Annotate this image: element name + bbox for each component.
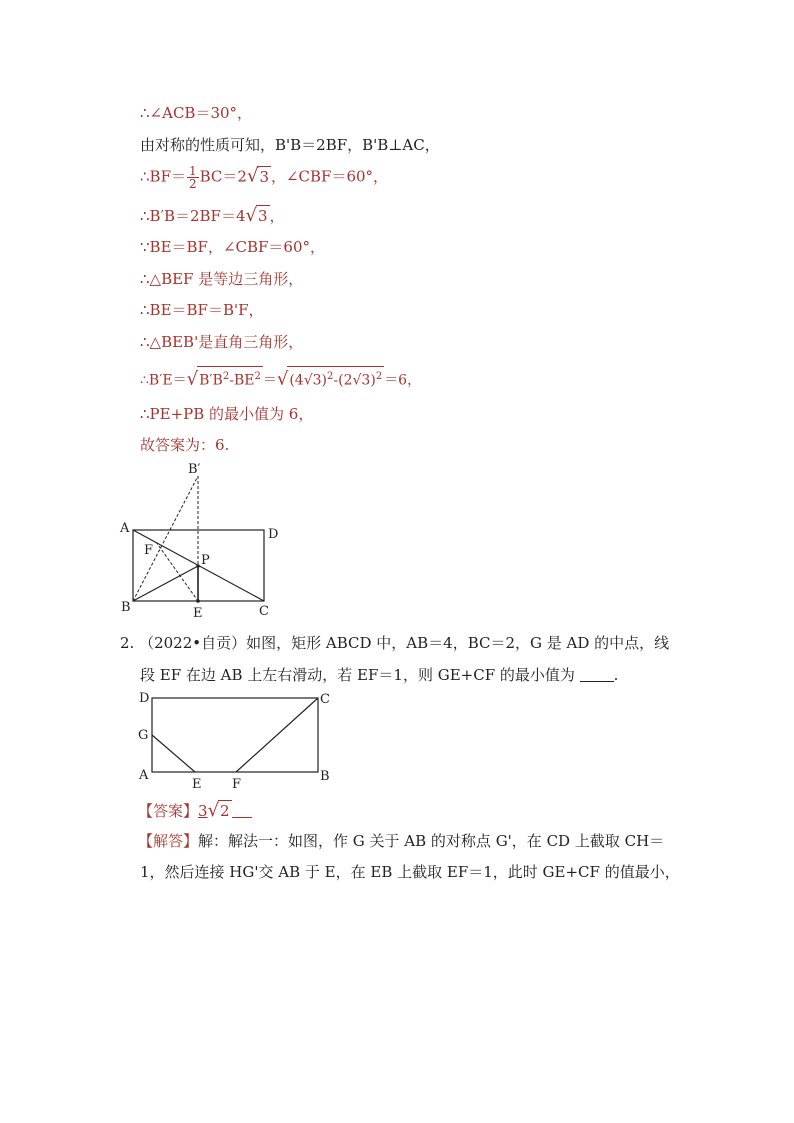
answer-line: 【答案】3√2 — [138, 800, 252, 821]
label-f: F — [144, 543, 154, 558]
analysis-line-2: 1，然后连接 HG'交 AB 于 E，在 EB 上截取 EF＝1，此时 GE+CF 的值最小， — [140, 863, 680, 881]
label-f2: F — [232, 777, 242, 792]
question-source: （2022•自贡） — [139, 634, 247, 652]
solution-line-6: ∴△BEF 是等边三角形， — [140, 270, 304, 288]
question-2-line-1: 2. （2022•自贡）如图，矩形 ABCD 中，AB＝4，BC＝2，G 是 AD 的中点，线 — [120, 634, 670, 652]
sqrt-sign-icon: √ — [207, 800, 220, 821]
solution-line-3: ∴BF＝ $\frac{1}{2}$ BC＝2√3 ，∠CBF＝60°， — [140, 164, 389, 191]
segment-bp — [133, 566, 198, 601]
label-b2: B — [320, 769, 330, 784]
answer-blank — [580, 667, 614, 682]
label-a: A — [120, 521, 130, 536]
point-e — [196, 599, 200, 603]
sqrt-sign-icon: √ — [246, 165, 259, 187]
label-b: B — [121, 600, 131, 615]
label-e: E — [193, 606, 203, 620]
label-a2: A — [139, 768, 149, 783]
answer-label: 【答案】 — [138, 802, 199, 820]
label-c: C — [259, 604, 269, 619]
solution-line-10: ∴PE+PB 的最小值为 6， — [140, 405, 314, 423]
line3-prefix: ∴BF＝ — [140, 167, 186, 186]
analysis-line-1: 【解答】解：解法一：如图，作 G 关于 AB 的对称点 G'，在 CD 上截取 CH＝ — [138, 832, 665, 850]
point-p — [196, 564, 200, 568]
figure-1 — [110, 460, 300, 620]
solution-line-8: ∴△BEB'是直角三角形， — [140, 333, 304, 351]
analysis-label: 【解答】 — [138, 832, 199, 850]
figure-2 — [130, 688, 340, 794]
sqrt-sign-icon: √ — [276, 368, 289, 390]
sqrt-sign-icon: √ — [245, 205, 257, 226]
solution-line-4: ∴B′B＝2BF＝4√3 ， — [140, 205, 285, 226]
solution-line-1: ∴∠ACB＝30°， — [140, 104, 253, 122]
label-c2: C — [320, 692, 330, 707]
segment-ge — [152, 735, 195, 772]
dashed-bbp — [133, 476, 198, 601]
label-g2: G — [138, 728, 149, 743]
solution-line-11: 故答案为：6. — [140, 436, 230, 454]
segment-fc — [236, 698, 318, 772]
label-bprime: B′ — [188, 462, 201, 477]
dashed-fe — [156, 542, 198, 601]
label-d: D — [268, 527, 279, 542]
question-2-line-2: 段 EF 在边 AB 上左右滑动，若 EF＝1，则 GE+CF 的最小值为 . — [140, 666, 619, 684]
label-e2: E — [192, 777, 202, 792]
label-d2: D — [139, 691, 150, 706]
question-number: 2. — [120, 634, 135, 652]
solution-line-2: 由对称的性质可知，B'B＝2BF，B'B⊥AC， — [140, 136, 440, 154]
answer-underline — [232, 803, 252, 818]
solution-line-5: ∵BE＝BF，∠CBF＝60°， — [140, 238, 326, 256]
sqrt-sign-icon: √ — [186, 368, 199, 390]
solution-line-7: ∴BE＝BF＝B'F， — [140, 301, 264, 319]
fraction: $\frac{1}{2}$ — [188, 164, 197, 191]
rectangle-abcd-2 — [152, 698, 318, 772]
solution-line-9: $\therefore B'E=√B'B^2-BE^2 =√(4√3)^2-(2√3)^2 =6$， — [140, 366, 421, 391]
label-p: P — [201, 553, 210, 568]
